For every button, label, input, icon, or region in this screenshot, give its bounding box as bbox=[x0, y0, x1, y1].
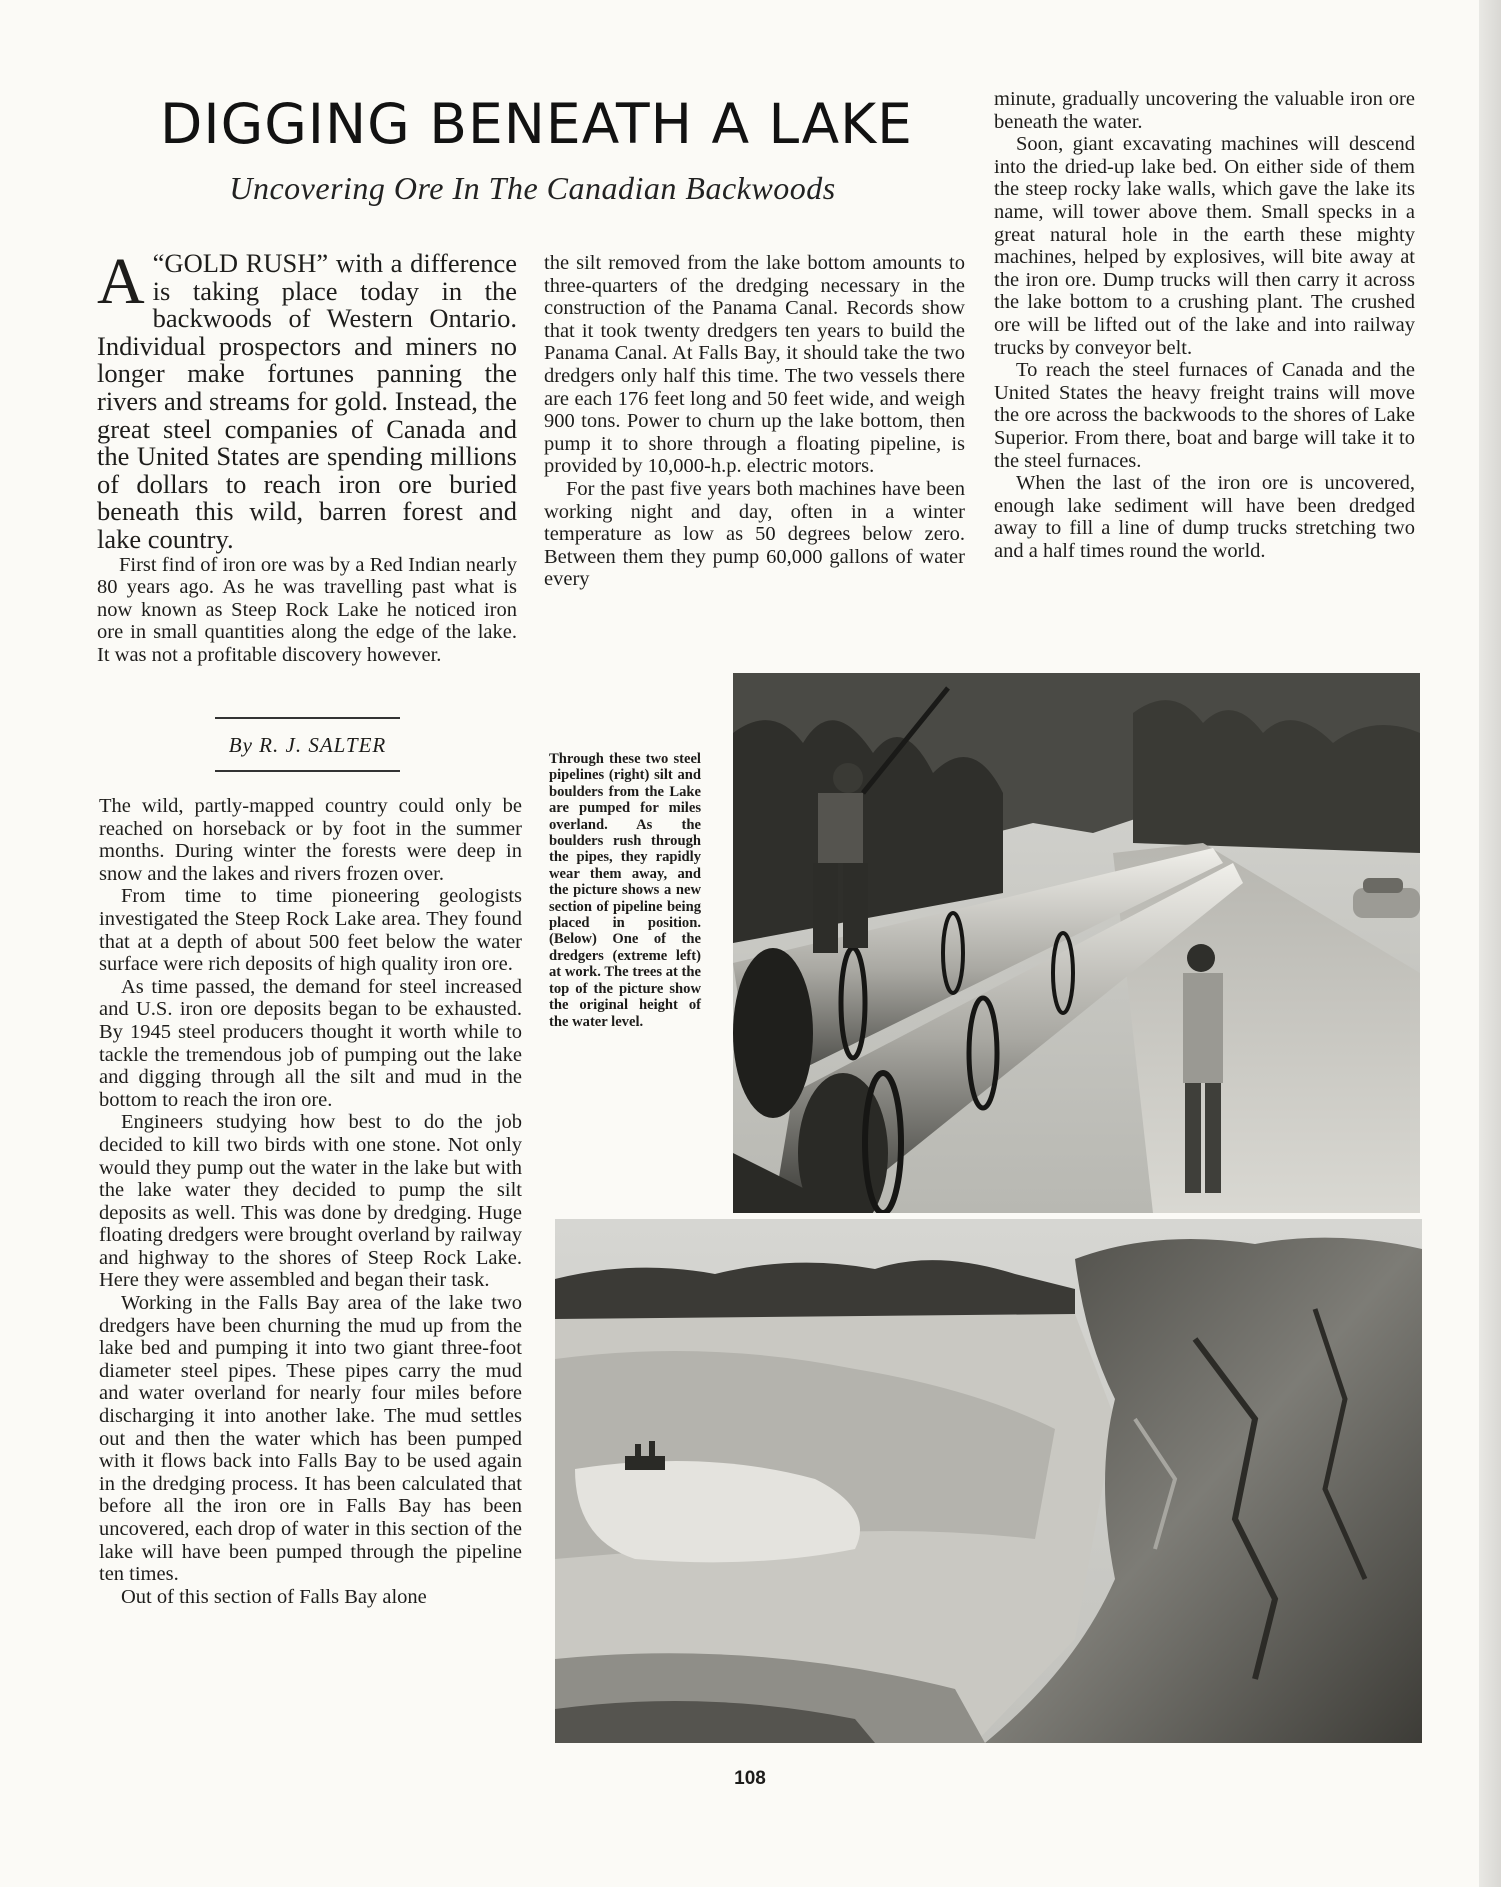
byline-rule-top bbox=[215, 717, 400, 719]
lead-paragraph bbox=[97, 245, 517, 554]
lead-text: “GOLD RUSH” with a difference is taking place today in the backwoods of Western Ontario. Individual prospectors and miners no longer make fortunes panning the rivers and streams for gold. Instead, the great steel companies of Canada and the United States are spending millions of dollars to reach iron ore buried beneath this wild, barren forest and lake country. bbox=[97, 248, 517, 554]
pipeline-photo bbox=[733, 673, 1420, 1213]
article-subtitle: Uncovering Ore In The Canadian Backwoods bbox=[229, 170, 836, 206]
drop-cap: A bbox=[97, 245, 145, 318]
article-title: DIGGING BENEATH A LAKE bbox=[160, 92, 913, 156]
photo-caption: Through these two steel pipelines (right) silt and boulders from the Lake are pumped for miles overland. As the boulders rush through the pipes, they rapidly wear them away, and the picture shows a new section of pipeline being placed in position. (Below) One of the dredgers (extreme left) at work. The trees at the top of the picture show the original height of the water level. bbox=[549, 751, 701, 1030]
page-edge bbox=[1479, 0, 1501, 1887]
paragraph: Soon, giant excavating machines will descend into the dried-up lake bed. On either side of them the steep rocky lake walls, which gave the lake its name, will tower above them. Small specks in a great natural hole in the earth these mighty machines, helped by explosives, will bite away at the iron ore. Dump trucks will then carry it across the lake bottom to a crushing plant. The crushed ore will be lifted out of the lake and into railway trucks by conveyor belt. bbox=[994, 133, 1415, 359]
lake-bed-photo bbox=[555, 1219, 1422, 1743]
paragraph: When the last of the iron ore is uncovered, enough lake sediment will have been dredged away to fill a line of dump trucks stretching two and a half times round the world. bbox=[994, 472, 1415, 562]
paragraph: Working in the Falls Bay area of the lake two dredgers have been churning the mud up from the lake bed and pumping it into two giant three-foot diameter steel pipes. These pipes carry the mud and water overland for nearly four miles before discharging it into another lake. The mud settles out and then the water which has been pumped with it flows back into Falls Bay to be used again in the dredging process. It has been calculated that before all the iron ore in Falls Bay has been uncovered, each drop of water in this section of the lake will have been pumped through the pipeline ten times. bbox=[99, 1292, 522, 1586]
page-number: 108 bbox=[734, 1768, 766, 1789]
paragraph: The wild, partly-mapped country could only be reached on horseback or by foot in the summer months. During winter the forests were deep in snow and the lakes and rivers frozen over. bbox=[99, 795, 522, 885]
paragraph: First find of iron ore was by a Red Indian nearly 80 years ago. As he was travelling past what is now known as Steep Rock Lake he noticed iron ore in small quantities along the edge of the lake. It was not a profitable discovery however. bbox=[97, 553, 517, 666]
paragraph: For the past five years both machines have been working night and day, often in a winter temperature as low as 50 degrees below zero. Between them they pump 60,000 gallons of water every bbox=[544, 477, 965, 591]
paragraph: As time passed, the demand for steel increased and U.S. iron ore deposits began to be exhausted. By 1945 steel producers thought it worth while to tackle the tremendous job of pumping out the lake and digging through all the silt and mud in the bottom to reach the iron ore. bbox=[99, 975, 522, 1111]
column-2 bbox=[544, 252, 965, 591]
column-1-top-body bbox=[97, 554, 517, 667]
column-1-top bbox=[97, 245, 517, 667]
paragraph: minute, gradually uncovering the valuable iron ore beneath the water. bbox=[994, 88, 1415, 133]
byline-rule-bottom bbox=[215, 770, 400, 772]
paragraph: From time to time pioneering geologists investigated the Steep Rock Lake area. They found that at a depth of about 500 feet below the water surface were rich deposits of high quality iron ore. bbox=[99, 885, 522, 976]
paragraph: Out of this section of Falls Bay alone bbox=[121, 1585, 427, 1608]
paragraph: the silt removed from the lake bottom amounts to three-quarters of the dredging necessary in the construction of the Panama Canal. Records show that it took twenty dredgers ten years to build the Panama Canal. At Falls Bay, it should take the two dredgers only half this time. The two vessels there are each 176 feet long and 50 feet wide, and weigh 900 tons. Power to churn up the lake bottom, then pump it to shore through a floating pipeline, is provided by 10,000-h.p. electric motors. bbox=[544, 252, 965, 478]
paragraph: Engineers studying how best to do the job decided to kill two birds with one stone. Not only would they pump out the water in the lake but with the lake water they decided to pump the silt deposits as well. This was done by dredging. Huge floating dredgers were brought overland by railway and highway to the shores of Steep Rock Lake. Here they were assembled and began their task. bbox=[99, 1111, 522, 1292]
column-1-bottom bbox=[99, 795, 522, 1608]
column-3 bbox=[994, 88, 1415, 562]
byline: By R. J. SALTER bbox=[228, 733, 387, 757]
paragraph: To reach the steel furnaces of Canada and the United States the heavy freight trains will move the ore across the backwoods to the shores of Lake Superior. From there, boat and barge will take it to the steel furnaces. bbox=[994, 359, 1415, 472]
